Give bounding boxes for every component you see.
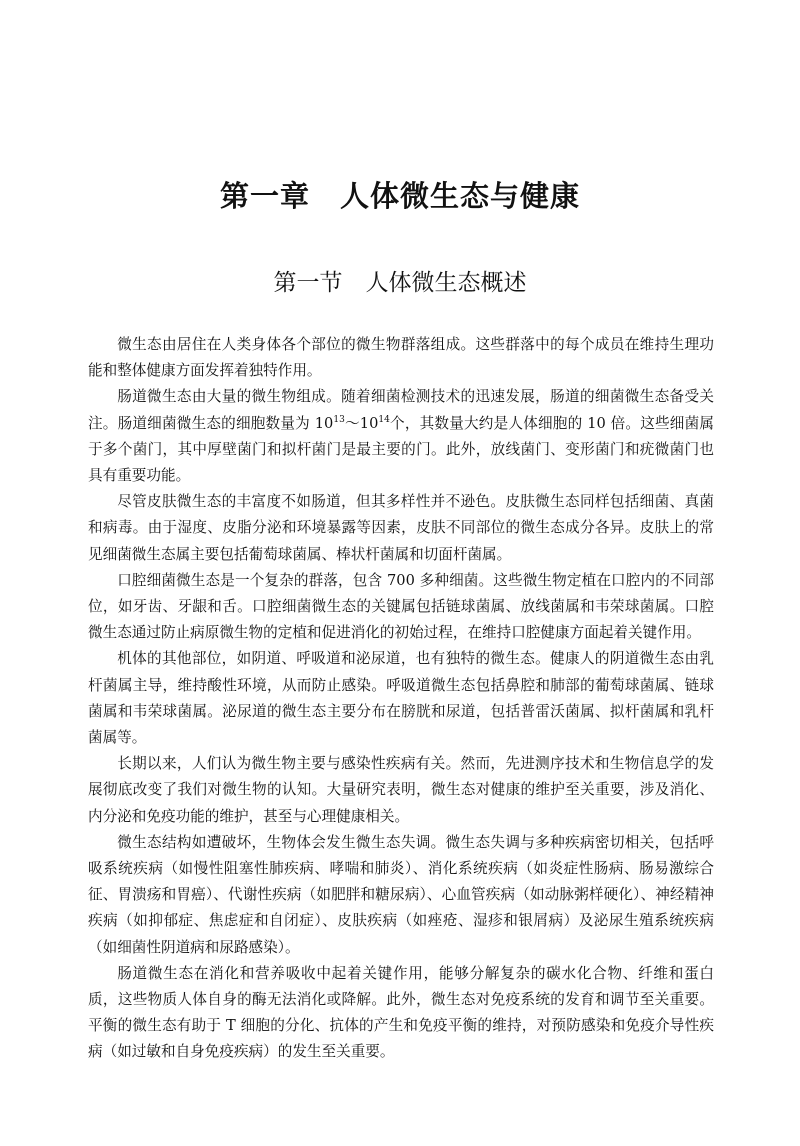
paragraph-gut-text-mid: ～10 (344, 414, 379, 432)
exponent-13: 13 (333, 414, 345, 425)
paragraph-gut-function: 肠道微生态在消化和营养吸收中起着关键作用，能够分解复杂的碳水化合物、纤维和蛋白质，这些物质人体自身的酶无法消化或降解。此外，微生态对免疫系统的发育和调节至关重要。平衡的微生态有助于 T 细胞的分化、抗体的产生和免疫平衡的维持，对预防感染和免疫介导性疾病（如过敏和自身免疫疾病）的发生至关重要。 (88, 964, 714, 1061)
exponent-14: 14 (378, 414, 390, 425)
paragraph-research: 长期以来，人们认为微生物主要与感染性疾病有关。然而，先进测序技术和生物信息学的发展彻底改变了我们对微生物的认知。大量研究表明，微生态对健康的维护至关重要，涉及消化、内分泌和免疫功能的维护，甚至与心理健康相关。 (88, 755, 714, 825)
paragraph-intro: 微生态由居住在人类身体各个部位的微生物群落组成。这些群落中的每个成员在维持生理功能和整体健康方面发挥着独特作用。 (88, 336, 714, 380)
paragraph-gut-text-before: 肠道微生态由大量的微生物组成。随着细菌检测技术的迅速发展，肠道的细菌微生态备受关注。肠道细菌微生态的细胞数量为 10 (88, 388, 714, 432)
chapter-title: 第一章 人体微生态与健康 (219, 179, 580, 213)
paragraph-dysbiosis: 微生态结构如遭破坏，生物体会发生微生态失调。微生态失调与多种疾病密切相关，包括呼吸系统疾病（如慢性阻塞性肺疾病、哮喘和肺炎）、消化系统疾病（如炎症性肠病、肠易激综合征、胃溃疡和胃癌）、代谢性疾病（如肥胖和糖尿病）、心血管疾病（如动脉粥样硬化）、神经精神疾病（如抑郁症、焦虑症和自闭症）、皮肤疾病（如痤疮、湿疹和银屑病）及泌尿生殖系统疾病（如细菌性阴道病和尿路感染）。 (88, 833, 714, 956)
body-text (88, 332, 714, 1066)
paragraph-gut-text-after: 个，其数量大约是人体细胞的 10 倍。这些细菌属于多个菌门，其中厚壁菌门和拟杆菌门是最主要的门。此外，放线菌门、变形菌门和疣微菌门也具有重要功能。 (88, 414, 714, 485)
paragraph-skin: 尽管皮肤微生态的丰富度不如肠道，但其多样性并不逊色。皮肤微生态同样包括细菌、真菌和病毒。由于湿度、皮脂分泌和环境暴露等因素，皮肤不同部位的微生态成分各异。皮肤上的常见细菌微生态属主要包括葡萄球菌属、棒状杆菌属和切面杆菌属。 (88, 493, 714, 563)
paragraph-oral: 口腔细菌微生态是一个复杂的群落，包含 700 多种细菌。这些微生物定植在口腔内的不同部位，如牙齿、牙龈和舌。口腔细菌微生态的关键属包括链球菌属、放线菌属和韦荣球菌属。口腔微生态通过防止病原微生物的定植和促进消化的初始过程，在维持口腔健康方面起着关键作用。 (88, 571, 714, 642)
section-title: 第一节 人体微生态概述 (273, 270, 527, 296)
paragraph-gut (88, 384, 714, 489)
paragraph-other-sites: 机体的其他部位，如阴道、呼吸道和泌尿道，也有独特的微生态。健康人的阴道微生态由乳杆菌属主导，维持酸性环境，从而防止感染。呼吸道微生态包括鼻腔和肺部的葡萄球菌属、链球菌属和韦荣球菌属。泌尿道的微生态主要分布在膀胱和尿道，包括普雷沃菌属、拟杆菌属和乳杆菌属等。 (88, 650, 714, 747)
